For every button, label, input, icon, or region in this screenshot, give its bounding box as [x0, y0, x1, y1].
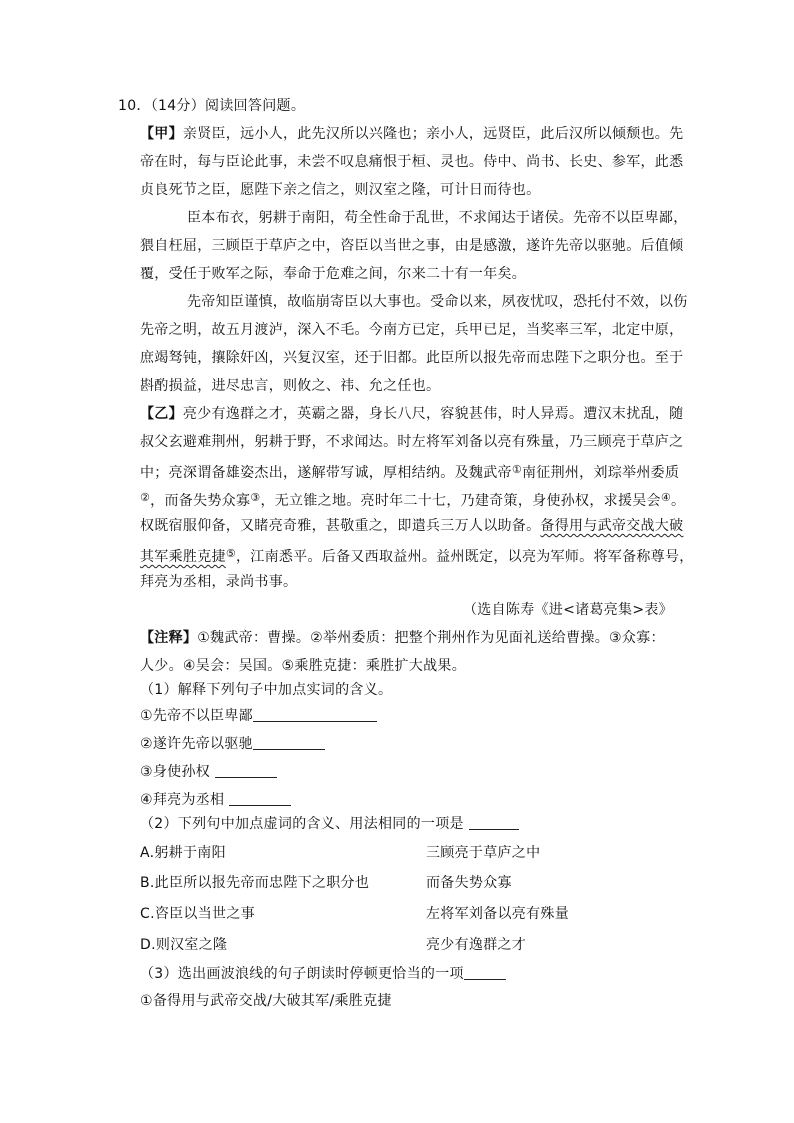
source-citation: （选自陈寿《进<诸葛亮集>表》 — [463, 602, 673, 618]
jia-line-2: 帝在时，每与臣论此事，未尝不叹息痛恨于桓、灵也。侍中、尚书、长史、参军，此悉 — [140, 154, 684, 170]
sub2-option-d-right: 亮少有逸群之才 — [426, 937, 527, 953]
sub2-option-d-left: D.则汉室之隆 — [140, 937, 228, 953]
answer-blank-1[interactable] — [253, 707, 377, 722]
notes-label: 【注释】 — [140, 630, 198, 646]
sub1-item-3: ③身使孙权 — [140, 763, 277, 781]
sub3-prompt: （3）选出画波浪线的句子朗读时停顿更恰当的一项 — [140, 965, 506, 983]
sub2-option-b-right: 而备失势众寡 — [426, 875, 512, 891]
answer-blank-4[interactable] — [229, 791, 291, 806]
sub1-item-4: ④拜亮为丞相 — [140, 791, 291, 809]
answer-blank-3[interactable] — [215, 763, 277, 778]
footnote-mark-5: ⑤ — [225, 547, 236, 560]
yi-line-2: 叔父玄避难荆州，躬耕于野，不求闻达。时左将军刘备以亮有殊量，乃三顾亮于草庐之 — [140, 434, 684, 450]
notes-line-1: 【注释】①魏武帝：曹操。②举州委质：把整个荆州作为见面礼送给曹操。③众寡： — [140, 630, 665, 646]
yi-line-5: 权既宿服仰备，又睹亮奇雅，甚敬重之，即遣兵三万人以助备。备得用与武帝交战大破 — [140, 518, 684, 534]
yi-label: 【乙】 — [140, 406, 183, 422]
question-header: 10．（14分）阅读回答问题。 — [118, 98, 306, 114]
yi-line-3: 中；亮深谓备雄姿杰出，遂解带写诚，厚相结纳。及魏武帝①南征荆州，刘琮举州委质 — [140, 463, 680, 481]
wavy-underlined-text: 备得用与武帝交战大破 — [540, 518, 684, 534]
answer-blank-6[interactable] — [464, 965, 506, 980]
sub2-option-c-right: 左将军刘备以亮有殊量 — [426, 906, 569, 922]
yi-line-7: 拜亮为丞相，录尚书事。 — [140, 574, 298, 590]
jia-line-10: 斟酌损益，进尽忠言，则攸之、祎、允之任也。 — [140, 378, 441, 394]
jia-line-3: 贞良死节之臣，愿陛下亲之信之，则汉室之隆，可计日而待也。 — [140, 182, 541, 198]
jia-line-9: 庶竭驽钝，攘除奸凶，兴复汉室，还于旧都。此臣所以报先帝而忠陛下之职分也。至于 — [140, 350, 684, 366]
answer-blank-5[interactable] — [469, 815, 519, 830]
footnote-mark-1: ① — [511, 463, 522, 476]
sub2-option-c-left: C.咨臣以当世之事 — [140, 906, 255, 922]
jia-label: 【甲】 — [140, 126, 183, 142]
notes-line-2: 人少。④吴会：吴国。⑤乘胜克捷：乘胜扩大战果。 — [140, 658, 466, 674]
sub1-prompt: （1）解释下列句子中加点实词的含义。 — [140, 682, 393, 698]
jia-line-4: 臣本布衣，躬耕于南阳，苟全性命于乱世，不求闻达于诸侯。先帝不以臣卑鄙， — [187, 210, 688, 226]
answer-blank-2[interactable] — [253, 735, 325, 750]
yi-line-6: 其军乘胜克捷⑤，江南悉平。后备又西取益州。益州既定，以亮为军师。将军备称尊号， — [140, 547, 694, 565]
sub2-option-a-left: A.躬耕于南阳 — [140, 845, 226, 861]
sub1-item-2: ②遂许先帝以驱驰 — [140, 735, 325, 753]
sub2-option-b-left: B.此臣所以报先帝而忠陛下之职分也 — [140, 875, 370, 891]
jia-line-1: 【甲】亲贤臣，远小人，此先汉所以兴隆也；亲小人，远贤臣，此后汉所以倾颓也。先 — [140, 126, 684, 142]
sub2-option-a-right: 三顾亮于草庐之中 — [426, 845, 541, 861]
jia-line-5: 猥自枉屈，三顾臣于草庐之中，咨臣以当世之事，由是感激，遂许先帝以驱驰。后值倾 — [140, 238, 684, 254]
footnote-mark-3: ③ — [250, 491, 261, 504]
yi-line-1: 【乙】亮少有逸群之才，英霸之器，身长八尺，容貌甚伟，时人异焉。遭汉末扰乱，随 — [140, 406, 684, 422]
footnote-mark-2: ② — [140, 491, 151, 504]
sub3-option-1: ①备得用与武帝交战/大破其军/乘胜克捷 — [140, 993, 392, 1009]
jia-line-8: 先帝之明，故五月渡泸，深入不毛。今南方已定，兵甲已足，当奖率三军，北定中原， — [140, 322, 684, 338]
sub2-prompt: （2）下列句中加点虚词的含义、用法相同的一项是 — [140, 815, 519, 833]
jia-line-6: 覆，受任于败军之际，奉命于危难之间，尔来二十有一年矣。 — [140, 266, 527, 282]
footnote-mark-4: ④ — [660, 491, 672, 504]
wavy-underlined-text-2: 其军乘胜克捷 — [140, 549, 226, 565]
jia-line-7: 先帝知臣谨慎，故临崩寄臣以大事也。受命以来，夙夜忧叹，恐托付不效，以伤 — [187, 294, 688, 310]
yi-line-4: ②，而备失势众寡③，无立锥之地。亮时年二十七，乃建奇策，身使孙权，求援吴会④。 — [140, 491, 686, 509]
sub1-item-1: ①先帝不以臣卑鄙 — [140, 707, 377, 725]
